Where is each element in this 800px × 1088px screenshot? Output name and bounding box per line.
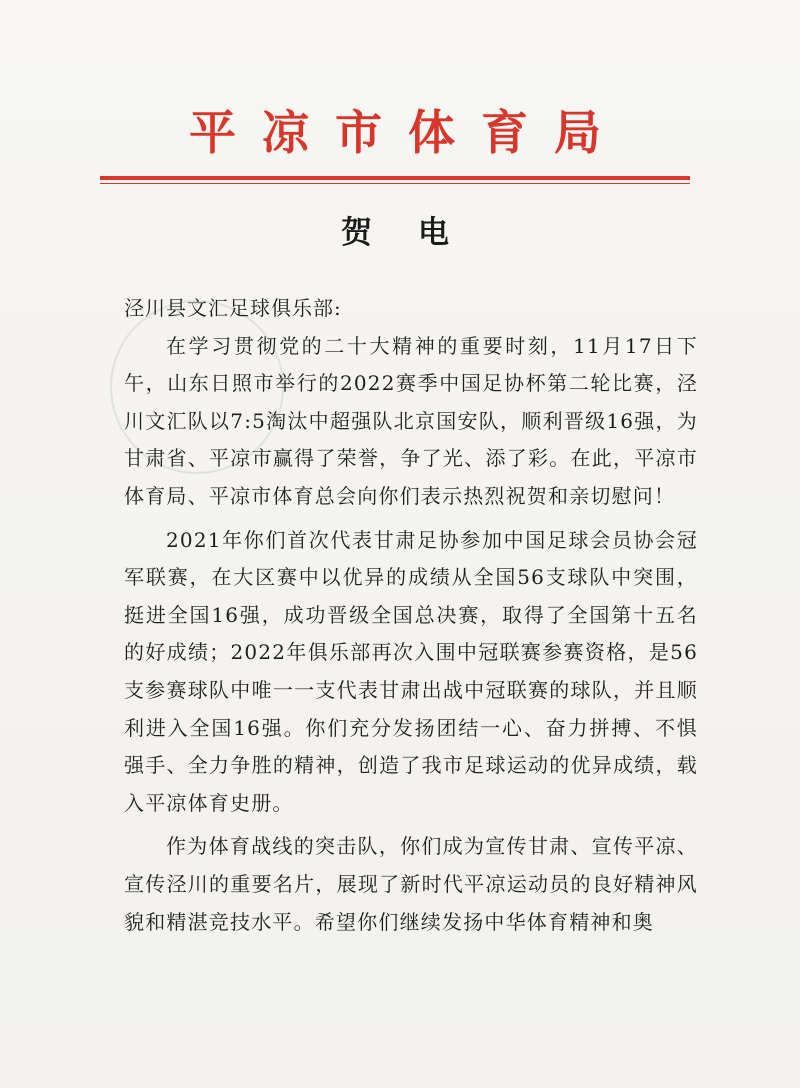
letterhead-rule-thin xyxy=(100,183,690,184)
salutation: 泾川县文汇足球俱乐部: xyxy=(124,296,342,320)
paragraph-2: 2021年你们首次代表甘肃足协参加中国足球会员协会冠军联赛，在大区赛中以优异的成绩从全国56支球队中突围，挺进全国16强，成功晋级全国总决赛，取得了全国第十五名的好成绩；2022年俱乐部再次入围中冠联赛参赛资格，是56支参赛球队中唯一一支代表甘肃出战中冠联赛的球队，并且顺利进入全国16强。你们充分发扬团结一心、奋力拼搏、不惧强手、全力争胜的精神，创造了我市足球运动的优异成绩，载入平凉体育史册。 xyxy=(124,527,698,815)
letter-body xyxy=(124,290,698,941)
letterhead-title: 平凉市体育局 xyxy=(189,106,627,161)
paragraph-3: 作为体育战线的突击队，你们成为宣传甘肃、宣传平凉、宣传泾川的重要名片，展现了新时代平凉运动员的良好精神风貌和精湛竞技水平。希望你们继续发扬中华体育精神和奥 xyxy=(124,834,698,934)
paragraph-1: 在学习贯彻党的二十大精神的重要时刻，11月17日下午，山东日照市举行的2022赛季中国足协杯第二轮比赛，泾川文汇队以7:5淘汰中超强队北京国安队，顺利晋级16强，为甘肃省、平凉市赢得了荣誉，争了光、添了彩。在此，平凉市体育局、平凉市体育总会向你们表示热烈祝贺和亲切慰问！ xyxy=(124,333,698,508)
document-title: 贺电 xyxy=(341,215,495,251)
letterhead-rule-thick xyxy=(100,176,690,180)
